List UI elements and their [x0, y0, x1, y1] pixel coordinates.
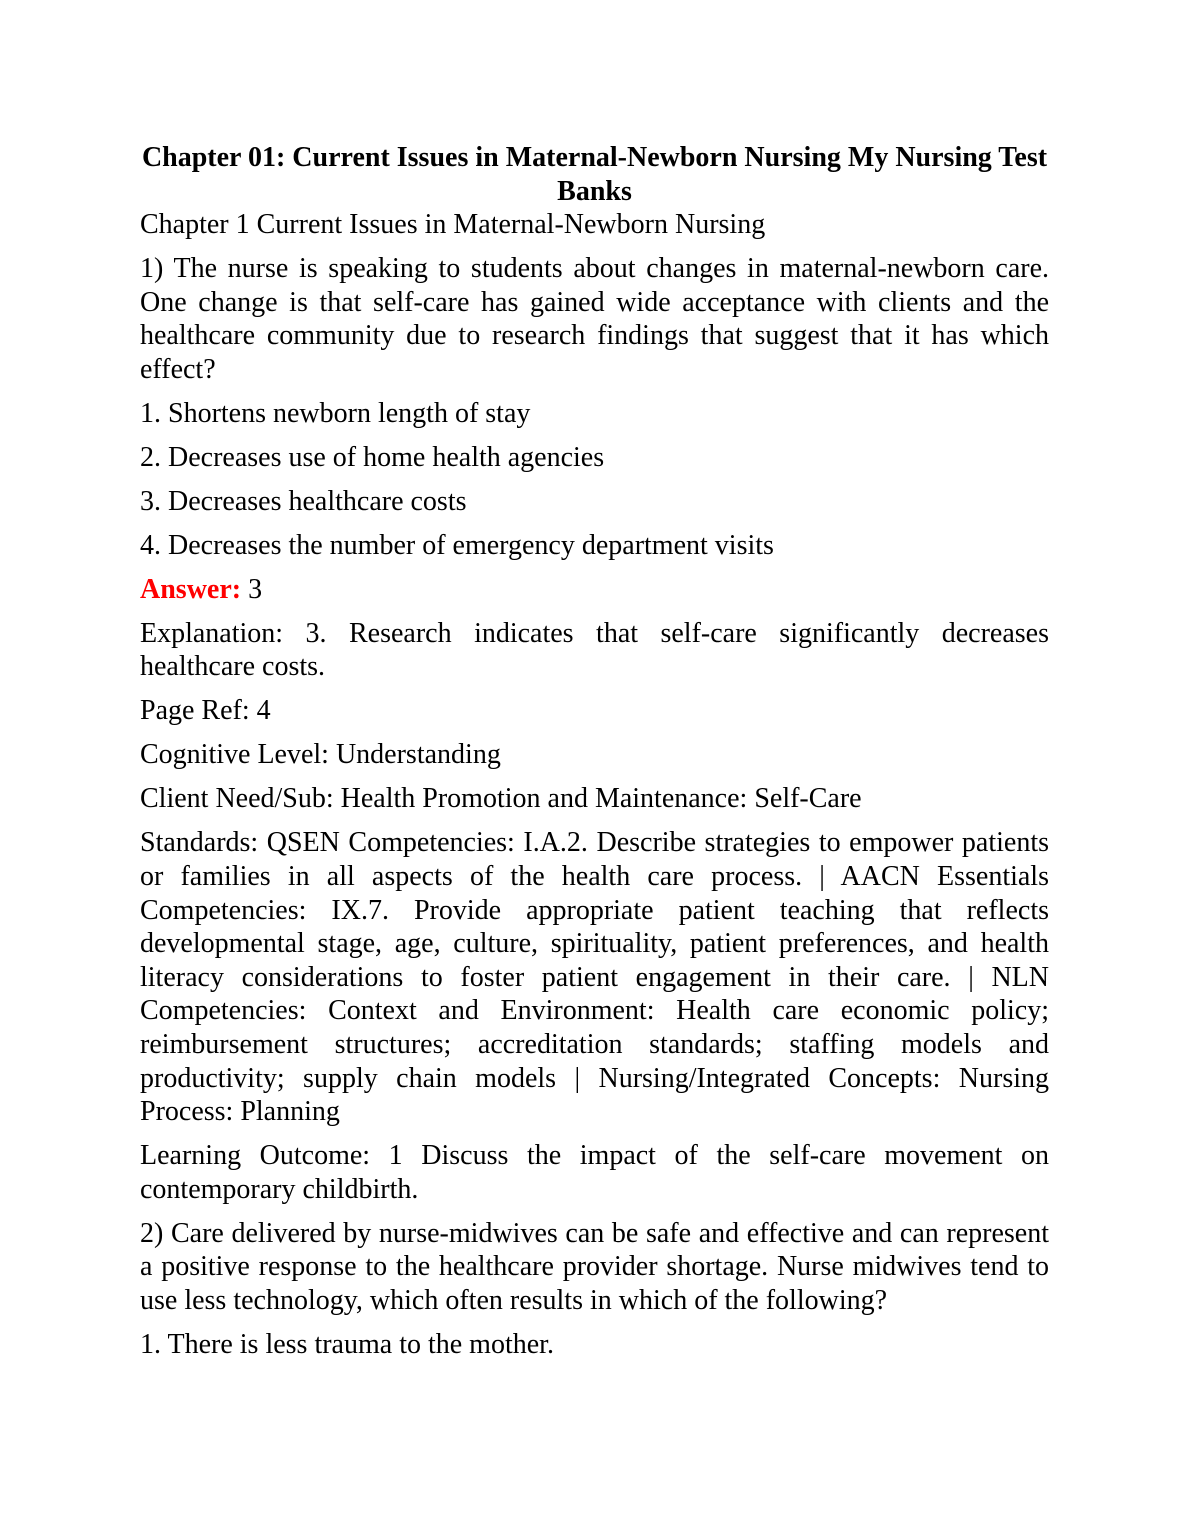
question-1-option: 3. Decreases healthcare costs — [140, 485, 467, 517]
answer-label: Answer: — [140, 573, 242, 605]
question-1-answer — [140, 573, 1049, 607]
question-1-standards: Standards: QSEN Competencies: I.A.2. Describe strategies to empower patients or families in all aspects of the health care process. | AACN Essentials Competencies: IX.7. Provide appropriate patient teaching that reflects developmental stage, age, culture, spirituality, patient preferences, and health literacy considerations to foster patient engagement in their care. | NLN Competencies: Context and Environment: Health care economic policy; reimbursement structures; accreditation standards; staffing models and productivity; supply chain models | Nursing/Integrated Concepts: Nursing Process: Planning — [140, 827, 1049, 1128]
question-2-option: 1. There is less trauma to the mother. — [140, 1328, 554, 1360]
question-1-client-need: Client Need/Sub: Health Promotion and Maintenance: Self-Care — [140, 783, 862, 815]
question-1-stem: 1) The nurse is speaking to students about changes in maternal-newborn care. One change is that self-care has gained wide acceptance with clients and the healthcare community due to research findings that suggest that it has which effect? — [140, 253, 1049, 385]
question-1-option: 1. Shortens newborn length of stay — [140, 397, 531, 429]
question-1-page-ref: Page Ref: 4 — [140, 695, 271, 727]
question-2-stem: 2) Care delivered by nurse-midwives can be safe and effective and can represent a positive response to the healthcare provider shortage. Nurse midwives tend to use less technology, which often results in which of the following? — [140, 1217, 1049, 1316]
question-1-cognitive-level: Cognitive Level: Understanding — [140, 739, 501, 771]
question-1-option: 4. Decreases the number of emergency department visits — [140, 529, 774, 561]
chapter-subtitle: Chapter 1 Current Issues in Maternal-Newborn Nursing — [140, 209, 766, 241]
document-page — [140, 141, 1049, 1372]
question-1-explanation: Explanation: 3. Research indicates that self-care significantly decreases healthcare costs. — [140, 617, 1049, 683]
answer-value: 3 — [241, 573, 263, 605]
question-1-option: 2. Decreases use of home health agencies — [140, 441, 605, 473]
question-1-learning-outcome: Learning Outcome: 1 Discuss the impact of the self-care movement on contemporary childbirth. — [140, 1140, 1049, 1205]
document-title: Chapter 01: Current Issues in Maternal-Newborn Nursing My Nursing Test Banks — [141, 142, 1048, 207]
